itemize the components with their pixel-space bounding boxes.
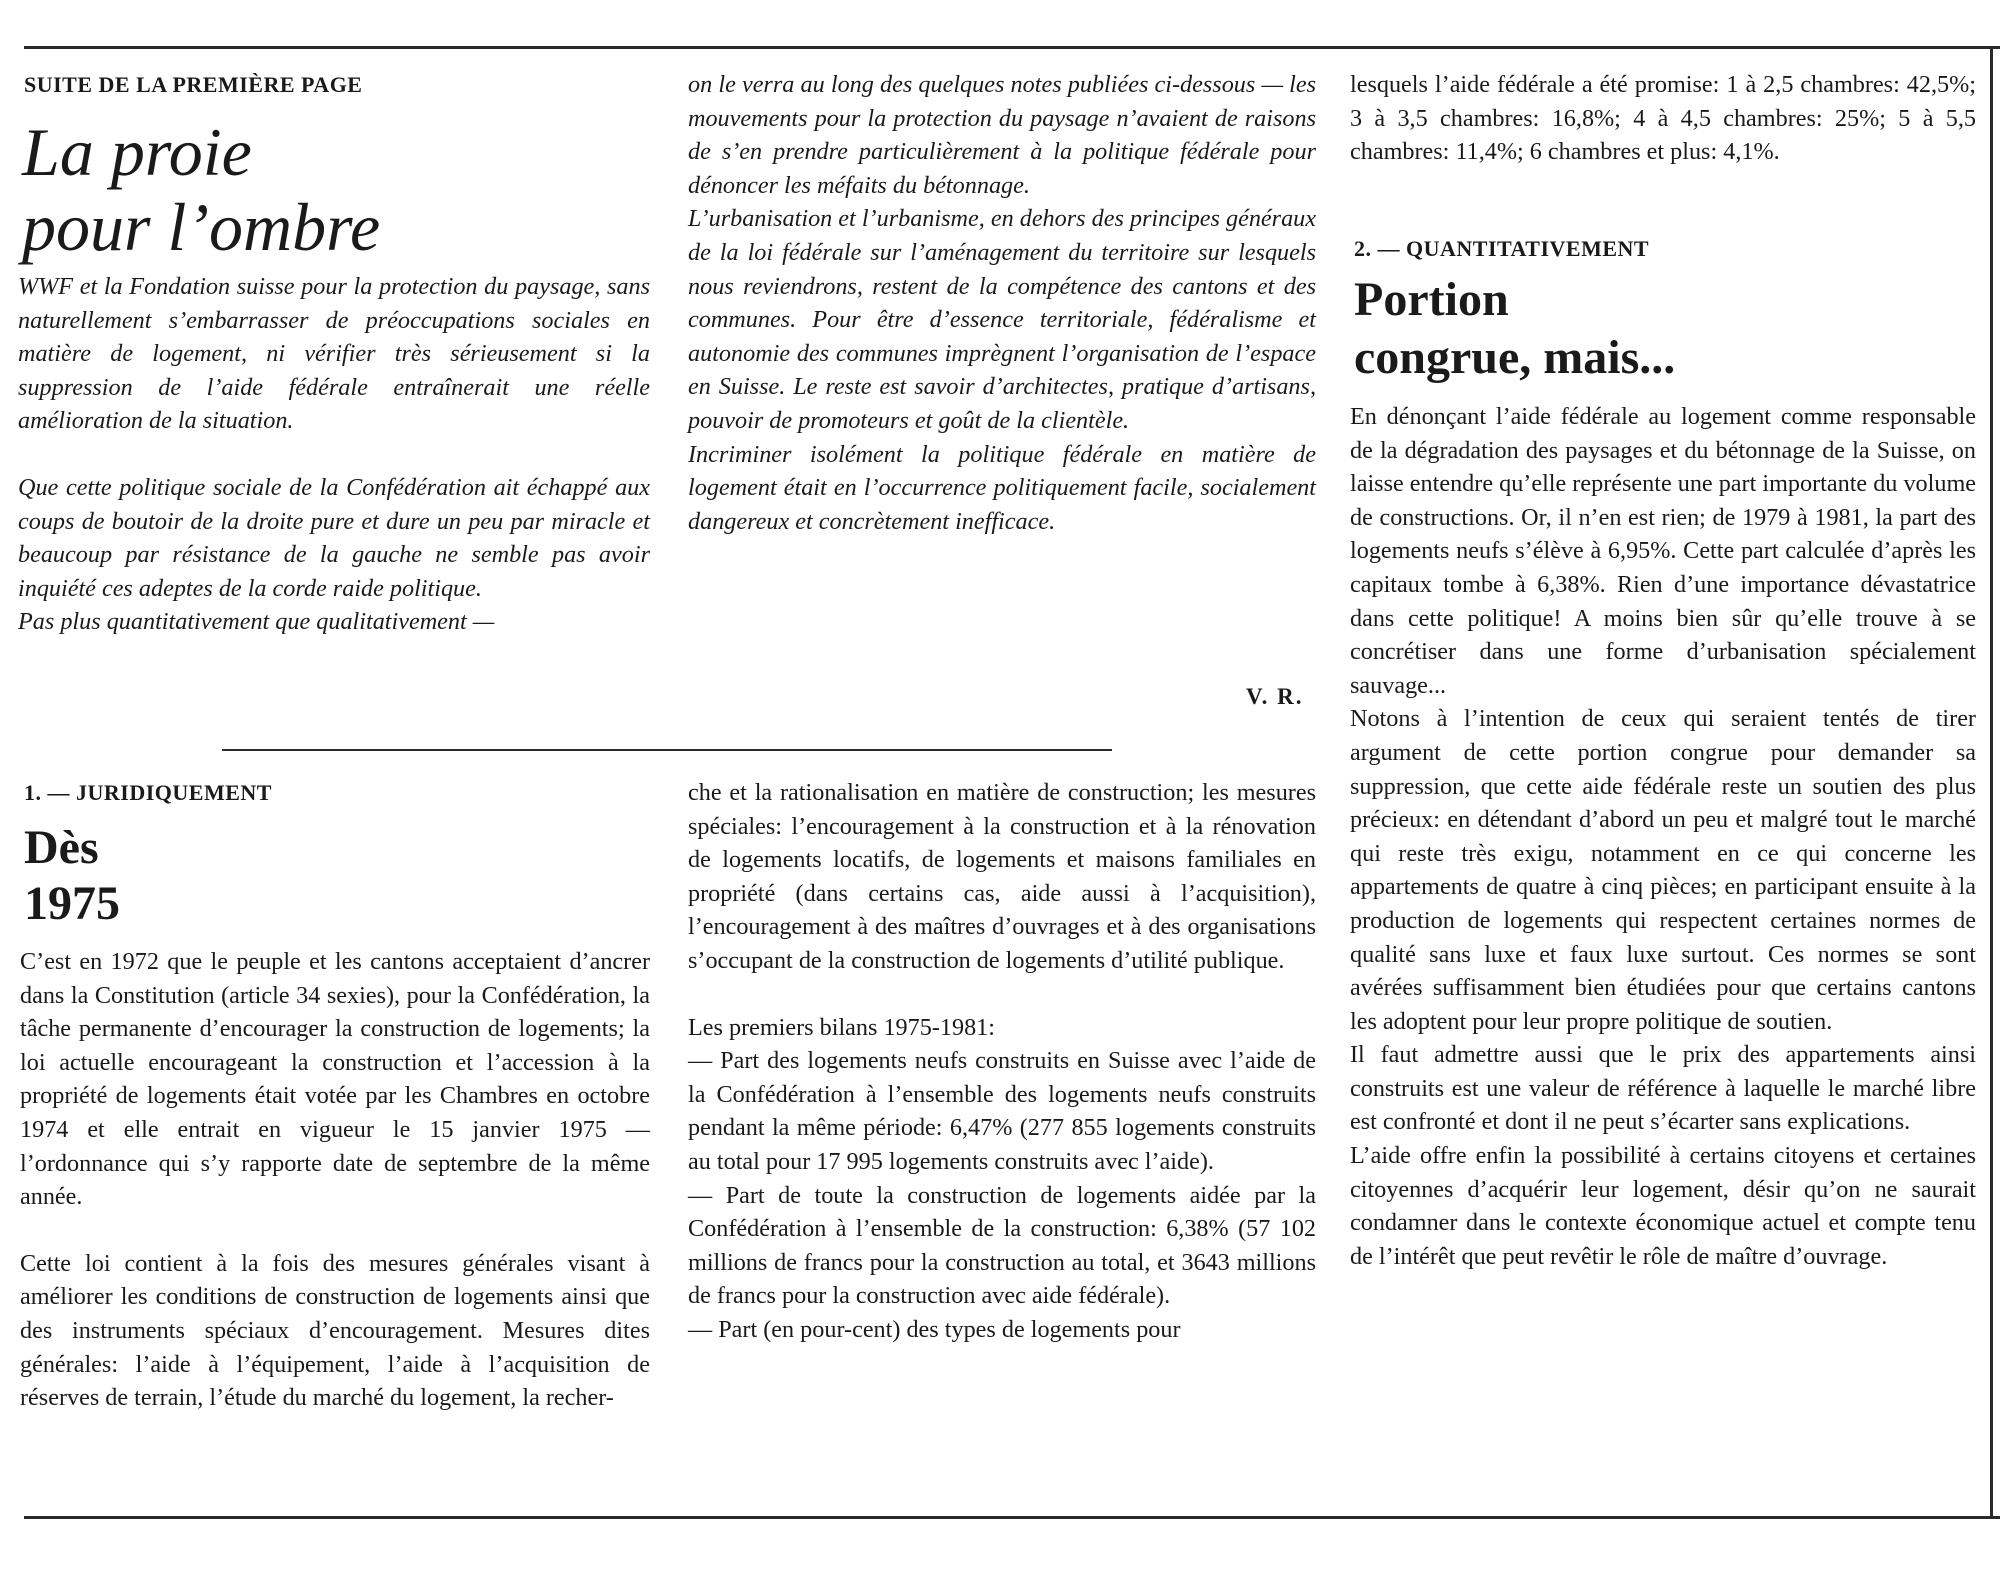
- top-rule: [24, 46, 2000, 49]
- bottom-rule: [24, 1516, 2000, 1519]
- top-article-title-line1: La proie: [22, 114, 252, 190]
- section1-kicker: 1. — JURIDIQUEMENT: [24, 780, 272, 805]
- top-article-kicker: SUITE DE LA PREMIÈRE PAGE: [24, 72, 363, 97]
- section1-paragraph-1: C’est en 1972 que le peuple et les cantons acceptaient d’ancrer dans la Constitution (article 34 sexies), pour la Confédération, la tâche permanente d’encourager la construction de logements; la loi actuelle encourageant la construction et l’accession à la propriété de logements était votée par les Chambres en octobre 1974 et elle entrait en vigueur le 15 janvier 1975 — l’ordonnance qui s’y rapporte date de septembre de la même année.: [20, 948, 650, 1211]
- top-article-column-1: [18, 270, 650, 639]
- top-article-paragraph-4: on le verra au long des quelques notes publiées ci-dessous — les mouvements pour la protection du paysage n’avaient de raisons de s’en prendre particulièrement à la politique fédérale pour dénoncer les méfaits du bétonnage.: [688, 71, 1316, 199]
- section2-title-line2: congrue, mais...: [1354, 331, 1676, 384]
- section1-paragraph-3: che et la rationalisation en matière de construction; les mesures spéciales: l’encouragement à la construction et à la rénovation de logements locatifs, de logements et maisons familiales en propriété (dans certains cas, aide aussi à l’acquisition), l’encouragement à des maîtres d’ouvrages et à des organisations s’occupant de la construction de logements d’utilité publique.: [688, 779, 1316, 974]
- section-divider-rule: [222, 749, 1112, 751]
- section1-bullet-1: — Part des logements neufs construits en Suisse avec l’aide de la Confédération à l’ensemble des logements neufs construits pendant la même période: 6,47% (277 855 logements construits au total pour 17 995 logements construits avec l’aide).: [688, 1047, 1316, 1175]
- section2-intro: [1350, 68, 1976, 169]
- top-article-paragraph-5: L’urbanisation et l’urbanisme, en dehors des principes généraux de la loi fédérale sur l’aménagement du territoire sur lesquels nous reviendrons, restent de la compétence des cantons et des communes. Pour être d’essence territoriale, fédéralisme et autonomie des communes imprègnent l’organisation de l’espace en Suisse. Le reste est savoir d’architectes, pratique d’artisans, pouvoir de promoteurs et goût de la clientèle.: [688, 205, 1316, 434]
- section2-paragraph-1: En dénonçant l’aide fédérale au logement comme responsable de la dégradation des paysages et du bétonnage de la Suisse, on laisse entendre qu’elle représente une part importante du volume de constructions. Or, il n’en est rien; de 1979 à 1981, la part des logements neufs s’élève à 6,95%. Cette part calculée d’après les capitaux tombe à 6,38%. Rien d’une importance dévastatrice dans cette politique! A moins bien sûr qu’elle trouve à se concrétiser dans une forme d’urbanisation spécialement sauvage...: [1350, 403, 1976, 699]
- section2-title-line1: Portion: [1354, 273, 1509, 326]
- top-article-paragraph-6: Incriminer isolément la politique fédérale en matière de logement était en l’occurrence politiquement facile, socialement dangereux et concrètement inefficace.: [688, 440, 1316, 535]
- section2-paragraph-2: Notons à l’intention de ceux qui seraient tentés de tirer argument de cette portion congrue pour demander sa suppression, que cette aide fédérale reste un soutien des plus précieux: en détendant d’abord un peu et malgré tout le marché qui reste très exigu, notamment en ce qui concerne les appartements de quatre à cinq pièces; en participant ensuite à la production de logements qui respectent certaines normes de qualité sans luxe et faux luxe surtout. Ces normes se sont avérées suffisamment bien étudiées pour que certains cantons les adoptent pour leur propre politique de soutien.: [1350, 705, 1976, 1035]
- section1-column-2: [688, 776, 1316, 1347]
- author-signature: V. R.: [1246, 684, 1304, 709]
- section1-column-1: [20, 945, 650, 1415]
- top-article-column-2: [688, 68, 1316, 538]
- section2-paragraph-4: L’aide offre enfin la possibilité à certains citoyens et certaines citoyennes d’acquérir leur logement, désir qu’on ne saurait condamner dans le contexte économique actuel et compte tenu de l’intérêt que peut revêtir le rôle de maître d’ouvrage.: [1350, 1142, 1976, 1270]
- section1-subheading: Les premiers bilans 1975-1981:: [688, 1013, 995, 1041]
- top-article-paragraph-1: WWF et la Fondation suisse pour la protection du paysage, sans naturellement s’embarrasser de préoccupations sociales en matière de logement, ni vérifier très sérieusement si la suppression de l’aide fédérale entraînerait une réelle amélioration de la situation.: [18, 273, 650, 435]
- right-edge-rule: [1990, 46, 1993, 1518]
- top-article-paragraph-2: Que cette politique sociale de la Confédération ait échappé aux coups de boutoir de la droite pure et dure un peu par miracle et beaucoup par résistance de la gauche ne semble pas avoir inquiété ces adeptes de la corde raide politique.: [18, 473, 650, 602]
- section1-paragraph-2: Cette loi contient à la fois des mesures générales visant à améliorer les conditions de construction de logements ainsi que des instruments spéciaux d’encouragement. Mesures dites générales: l’aide à l’équipement, l’aide à l’acquisition de réserves de terrain, l’étude du marché du logement, la recher-: [20, 1249, 650, 1412]
- section1-title-line1: Dès: [24, 821, 99, 874]
- section1-bullet-3: — Part (en pour-cent) des types de logements pour: [688, 1315, 1181, 1343]
- top-article-title-line2: pour l’ombre: [22, 189, 381, 265]
- section2-intro-paragraph: lesquels l’aide fédérale a été promise: 1 à 2,5 chambres: 42,5%; 3 à 3,5 chambres: 16,8%; 4 à 4,5 chambres: 25%; 5 à 5,5 chambres: 11,4%; 6 chambres et plus: 4,1%.: [1350, 71, 1976, 166]
- section2-kicker: 2. — QUANTITATIVEMENT: [1354, 236, 1650, 261]
- top-article-paragraph-3: Pas plus quantitativement que qualitativement —: [18, 608, 495, 636]
- section1-bullet-2: — Part de toute la construction de logements aidée par la Confédération à l’ensemble de la construction: 6,38% (57 102 millions de francs pour la construction au total, et 3643 millions de francs pour la construction avec aide fédérale).: [688, 1181, 1316, 1310]
- section2-paragraph-3: Il faut admettre aussi que le prix des appartements ainsi construits est une valeur de référence à laquelle le marché libre est confronté et dont il ne peut s’écarter sans explications.: [1350, 1041, 1976, 1136]
- section1-title-line2: 1975: [24, 877, 120, 930]
- section2-column: [1350, 400, 1976, 1273]
